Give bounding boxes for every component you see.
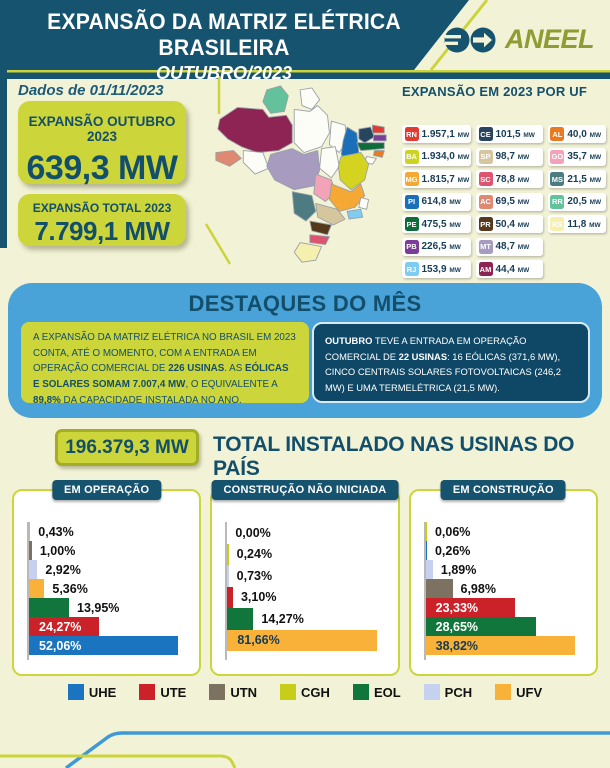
uf-code-badge: PB — [405, 240, 419, 254]
legend-swatch — [68, 684, 84, 700]
expansion-total-label: EXPANSÃO TOTAL 2023 — [32, 201, 172, 215]
bar-value-label: 28,65% — [435, 619, 479, 634]
bar-value-label: 1,89% — [440, 562, 477, 577]
uf-unit: MW — [517, 154, 530, 161]
highlight-text-segment: DA CAPACIDADE INSTALADA NO ANO. — [60, 394, 242, 406]
uf-value: 1.957,1 MW — [421, 128, 470, 140]
map-state-pr — [310, 221, 332, 235]
bar-row — [426, 617, 588, 636]
uf-value: 20,5 MW — [567, 196, 602, 207]
uf-unit: MW — [449, 199, 461, 206]
uf-unit: MW — [517, 176, 530, 184]
uf-column — [402, 125, 471, 278]
uf-chip-pb — [402, 238, 471, 256]
uf-code-badge: RS — [550, 217, 564, 231]
chart-title-pill: CONSTRUÇÃO NÃO INICIADA — [212, 480, 399, 500]
bar-row — [227, 565, 389, 587]
map-state-sc — [310, 235, 330, 245]
bar-value-label: 3,10% — [240, 590, 277, 605]
bar-row — [29, 541, 191, 560]
bar-row — [29, 636, 191, 655]
map-state-rr — [263, 86, 288, 113]
legend-swatch — [495, 684, 511, 700]
uf-section-title: EXPANSÃO EM 2023 POR UF — [402, 84, 587, 99]
uf-chip-sc — [476, 170, 543, 188]
uf-chip-pe — [402, 215, 471, 233]
uf-unit: MW — [449, 266, 461, 274]
uf-value: 614,8 MW — [421, 196, 461, 207]
bar-value-label: 0,06% — [434, 524, 471, 539]
bar-value-label: 5,36% — [52, 581, 88, 596]
legend-swatch — [424, 684, 440, 700]
legend-item-ufv — [495, 684, 542, 700]
uf-value: 48,7 MW — [495, 241, 530, 252]
uf-code-badge: CE — [479, 127, 493, 141]
highlight-text-segment: 89,8% — [33, 394, 61, 406]
map-state-ro — [243, 151, 268, 174]
bar-row — [426, 579, 588, 598]
aneel-logo-icon — [444, 26, 498, 54]
bar-row — [29, 579, 191, 598]
legend-swatch — [209, 684, 225, 700]
uf-unit: MW — [449, 244, 461, 251]
aneel-logo — [444, 24, 594, 55]
uf-unit: MW — [589, 176, 602, 184]
bar-row — [227, 522, 389, 544]
uf-unit: MW — [517, 244, 530, 251]
uf-unit: MW — [457, 154, 470, 161]
map-state-to — [320, 147, 340, 178]
uf-value: 98,7 MW — [495, 151, 530, 162]
bar-value-label: 13,95% — [77, 600, 120, 615]
bar-row — [29, 522, 191, 541]
highlight-text-segment: : 16 EÓLICAS (371,6 MW), CINCO CENTRAIS SOLARES FOTOVOLTAICAS (246,2 MW) E UMA TERMELÉTRICA (21,5 MW). — [325, 350, 561, 393]
uf-code-badge: AC — [479, 195, 493, 209]
uf-value: 101,5 MW — [495, 128, 535, 140]
legend-label: UHE — [88, 684, 117, 700]
bar-utn — [426, 579, 453, 598]
map-state-es — [359, 198, 369, 210]
legend-item-cgh — [280, 684, 330, 700]
chart-card — [12, 484, 201, 676]
bar-row — [29, 598, 191, 617]
map-state-pa — [294, 106, 329, 153]
bar-row — [426, 541, 588, 560]
uf-code-badge: MS — [550, 172, 564, 186]
legend-item-pch — [424, 684, 472, 700]
highlights-panel — [8, 283, 602, 418]
bar-value-label: 0,26% — [434, 543, 471, 558]
bar-value-label: 0,43% — [38, 524, 74, 539]
uf-value: 226,5 MW — [421, 241, 461, 252]
total-installed-badge: 196.379,3 MW — [55, 429, 199, 466]
highlight-text-segment: 22 USINAS — [398, 350, 448, 362]
uf-value: 44,4 MW — [495, 263, 530, 275]
bar-value-label: 81,66% — [237, 633, 280, 648]
uf-chip-ba — [402, 148, 471, 166]
bar-value-label: 24,27% — [39, 619, 82, 634]
uf-value: 1.815,7 MW — [421, 173, 470, 185]
uf-chip-pi — [402, 193, 471, 211]
chart-card — [409, 484, 598, 676]
uf-chip-rj — [402, 260, 471, 278]
uf-unit: MW — [517, 199, 530, 206]
uf-unit: MW — [523, 131, 535, 139]
highlight-text-segment: TEVE A ENTRADA EM OPERAÇÃO COMERCIAL DE — [325, 335, 527, 362]
expansion-total-box — [18, 194, 186, 246]
bar-chart-area — [424, 522, 588, 660]
subtitle-line: OUTUBRO/2023 — [155, 63, 293, 83]
total-installed-label: TOTAL INSTALADO NAS USINAS DO PAÍS — [213, 433, 575, 480]
aneel-logo-text: ANEEL — [504, 24, 594, 54]
bar-ufv — [29, 579, 44, 598]
bar-chart-area — [27, 522, 191, 660]
uf-value: 50,4 MW — [495, 218, 530, 230]
legend-label: UTN — [230, 684, 258, 700]
left-accent-bar — [0, 70, 7, 248]
uf-value: 21,5 MW — [567, 173, 602, 185]
map-state-pe — [357, 143, 384, 151]
uf-unit: MW — [589, 131, 602, 139]
bar-value-label: 6,98% — [460, 581, 496, 596]
legend-label: EOL — [373, 684, 401, 700]
bar-value-label: 2,92% — [45, 562, 81, 577]
bar-row — [29, 560, 191, 579]
bar-utn — [29, 541, 32, 560]
map-state-rn — [373, 125, 385, 133]
legend-label: UTE — [160, 684, 187, 700]
uf-chip-go — [548, 148, 606, 166]
uf-code-badge: MT — [479, 240, 493, 254]
bar-value-label: 23,33% — [435, 600, 479, 615]
highlight-text-segment: A EXPANSÃO DA MATRIZ ELÉTRICA NO BRASIL EM 2023 CONTA, ATÉ O MOMENTO, COM A ENTRADA EM OPERAÇÃO COMERCIAL DE — [33, 332, 296, 375]
uf-grid — [402, 125, 606, 278]
legend-item-utn — [209, 684, 257, 700]
expansion-month-label: EXPANSÃO OUTUBRO 2023 — [28, 114, 176, 144]
chart-title-pill: EM CONSTRUÇÃO — [441, 480, 566, 500]
chart-legend — [0, 684, 610, 700]
highlights-left-box — [21, 322, 309, 406]
bar-ute — [227, 587, 233, 609]
highlight-text-segment: . AS — [224, 363, 245, 375]
map-state-rj — [347, 209, 363, 219]
chart-card — [210, 484, 399, 676]
accent-line — [200, 74, 240, 274]
legend-item-ute — [139, 684, 186, 700]
expansion-total-value: 7.799,1 MW — [34, 216, 170, 246]
uf-column — [548, 125, 606, 278]
bar-row — [426, 560, 588, 579]
uf-chip-rn — [402, 125, 471, 143]
uf-chip-pr — [476, 215, 543, 233]
uf-value: 78,8 MW — [495, 173, 530, 185]
uf-code-badge: MG — [405, 172, 419, 186]
bar-value-label: 0,73% — [236, 568, 273, 583]
uf-value: 11,8 MW — [567, 218, 601, 230]
highlight-text-segment: 226 USINAS — [168, 363, 225, 375]
uf-value: 475,5 MW — [421, 218, 461, 230]
uf-unit: MW — [589, 154, 602, 161]
highlight-text-segment: OUTUBRO — [325, 335, 373, 346]
uf-unit: MW — [589, 199, 602, 206]
bar-value-label: 0,00% — [235, 525, 271, 540]
map-state-ms — [292, 192, 315, 221]
uf-code-badge: PI — [405, 195, 419, 209]
map-state-rs — [294, 243, 321, 263]
uf-code-badge: GO — [550, 150, 564, 164]
uf-chip-al — [548, 125, 606, 143]
title-line: EXPANSÃO DA MATRIZ ELÉTRICA BRASILEIRA — [47, 9, 401, 60]
highlight-text-segment: , O EQUIVALENTE A — [185, 379, 278, 391]
bar-cgh — [29, 522, 30, 541]
uf-chip-mt — [476, 238, 543, 256]
bar-pch — [227, 565, 228, 587]
bar-row — [426, 598, 588, 617]
bar-value-label: 0,24% — [236, 547, 273, 562]
uf-chip-mg — [402, 170, 471, 188]
map-state-mt — [267, 149, 320, 190]
legend-swatch — [280, 684, 296, 700]
map-state-pb — [373, 135, 386, 141]
legend-swatch — [139, 684, 155, 700]
expansion-month-value: 639,3 MW — [26, 149, 178, 187]
uf-unit: MW — [457, 131, 470, 139]
bar-eol — [227, 608, 253, 630]
uf-unit: MW — [589, 221, 601, 229]
map-state-al — [373, 151, 384, 158]
uf-code-badge: PR — [479, 217, 493, 231]
uf-chip-ac — [476, 193, 543, 211]
uf-unit: MW — [517, 221, 530, 229]
uf-code-badge: RJ — [405, 262, 419, 276]
bar-row — [29, 617, 191, 636]
bar-uhe — [426, 541, 427, 560]
uf-section — [402, 84, 606, 278]
highlight-text-segment: EÓLICAS E SOLARES SOMAM 7.007,4 MW — [33, 363, 289, 391]
legend-label: UFV — [516, 684, 543, 700]
uf-chip-ce — [476, 125, 543, 143]
uf-code-badge: AM — [479, 262, 493, 276]
uf-code-badge: SP — [479, 150, 493, 164]
charts-row — [12, 484, 598, 676]
legend-label: CGH — [301, 684, 330, 700]
bar-row — [227, 587, 389, 609]
bar-value-label: 1,00% — [39, 543, 76, 558]
bar-pch — [426, 560, 433, 579]
footer-decor-lines — [0, 718, 610, 768]
bar-pch — [29, 560, 37, 579]
bar-chart-area — [225, 522, 389, 660]
legend-swatch — [353, 684, 369, 700]
bar-row — [227, 608, 389, 630]
highlights-right-box — [312, 322, 590, 403]
legend-item-uhe — [68, 684, 116, 700]
bar-value-label: 14,27% — [261, 611, 304, 626]
uf-value: 153,9 MW — [421, 263, 461, 275]
legend-item-eol — [353, 684, 401, 700]
uf-unit: MW — [517, 266, 530, 274]
bar-row — [227, 544, 389, 566]
uf-value: 69,5 MW — [495, 196, 530, 207]
uf-chip-rs — [548, 215, 606, 233]
highlights-title: DESTAQUES DO MÊS — [188, 291, 422, 316]
uf-code-badge: BA — [405, 150, 419, 164]
bar-value-label: 38,82% — [435, 638, 479, 653]
uf-code-badge: PE — [405, 217, 419, 231]
uf-chip-am — [476, 260, 543, 278]
map-state-ba — [338, 153, 368, 190]
uf-chip-sp — [476, 148, 543, 166]
data-date: Dados de 01/11/2023 — [18, 82, 164, 99]
page-title — [28, 9, 420, 84]
bar-eol — [29, 598, 69, 617]
uf-code-badge: AL — [550, 127, 564, 141]
uf-code-badge: RR — [550, 195, 564, 209]
uf-column — [476, 125, 543, 278]
uf-value: 35,7 MW — [567, 151, 602, 162]
bar-row — [227, 630, 389, 652]
uf-chip-rr — [548, 193, 606, 211]
uf-code-badge: RN — [405, 127, 419, 141]
bar-cgh — [426, 522, 427, 541]
uf-unit: MW — [449, 221, 461, 229]
uf-value: 40,0 MW — [567, 128, 602, 140]
uf-value: 1.934,0 MW — [421, 151, 470, 162]
chart-title-pill: EM OPERAÇÃO — [52, 480, 161, 500]
legend-label: PCH — [444, 684, 473, 700]
bar-value-label: 52,06% — [39, 638, 82, 653]
uf-unit: MW — [457, 176, 470, 184]
bar-row — [426, 522, 588, 541]
bar-row — [426, 636, 588, 655]
bar-cgh — [227, 544, 228, 566]
expansion-month-box — [18, 101, 186, 187]
uf-chip-ms — [548, 170, 606, 188]
uf-code-badge: SC — [479, 172, 493, 186]
